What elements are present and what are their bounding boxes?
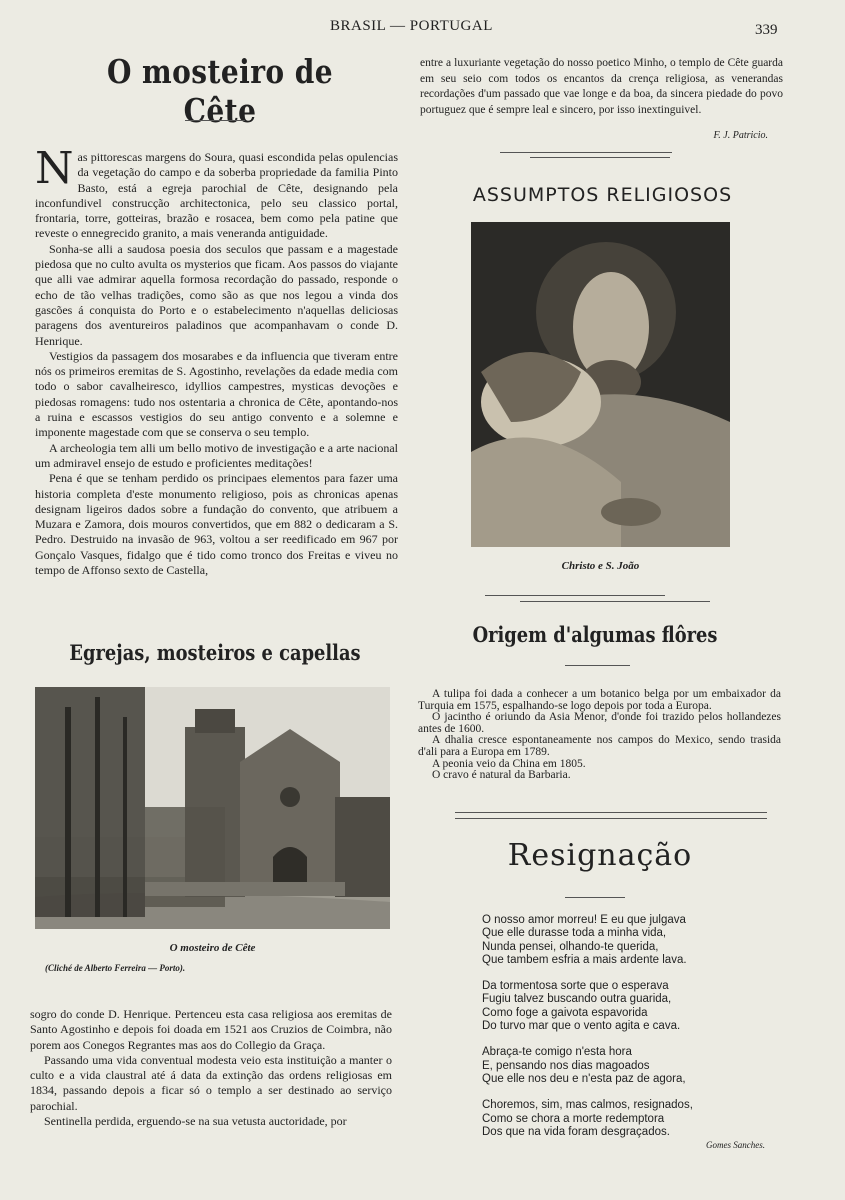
article-paragraph: sogro do conde D. Henrique. Pertenceu esta casa religiosa aos eremitas de Santo Agostinho e depois foi doada em 1521 aos Cruzios de Coimbra, não porem aos Conegos Regrantes mas aos do Collegio da Graça. [30, 1007, 392, 1052]
poem-line: Como foge a gaivota espavorida [482, 1006, 648, 1019]
poem-line: Do turvo mar que o vento agita e cava. [482, 1020, 681, 1033]
drop-cap: N [35, 143, 74, 194]
monastery-illustration [35, 687, 390, 929]
article-continuation: entre a luxuriante vegetação do nosso poetico Minho, o templo de Cête guarda em seu seio com todos os encantos da crença religiosa, as venerandas recordações d'um passado que vae longe e da boa, da sincera piedade do povo portuguez que é sempre leal e sincero, por isso inextinguivel. [420, 57, 783, 116]
flower-item: A peonia veio da China em 1805. [432, 757, 586, 770]
photo-caption: O mosteiro de Cête [169, 942, 256, 954]
poem-line: Que elle durasse toda a minha vida, [482, 927, 667, 940]
poem-line: E, pensando nos dias magoados [482, 1059, 650, 1072]
poem-stanza [482, 914, 772, 967]
title-rule [565, 665, 630, 666]
article-title: O mosteiro de Cête [106, 52, 334, 130]
poem-line: Que elle nos deu e n'esta paz de agora, [482, 1072, 686, 1085]
article-body-bottom [30, 1007, 392, 1129]
article-paragraph: Passando uma vida conventual modesta veio esta instituição a manter o culto e a vida claustral até á data da extinção das ordens religiosas em 1834, passando depois a ficar só o templo a ser destinado ao serviço parochial. [30, 1052, 392, 1113]
article-paragraph: Nas pittorescas margens do Soura, quasi escondida pelas opulencias da vegetação do campo e da soberba propriedade da familia Pinto Basto, está a egreja parochial de Cête, designando pela inconfundivel construcção architectonica, pelo seu classico portal, frontaria, torre, gotteiras, brazão e rosacea, bem como pela patine que reveste o ennegrecido granito, a mais veneranda antiguidade. [35, 143, 398, 241]
flower-item: A tulipa foi dada a conhecer a um botanico belga por um embaixador da Turquia em 1575, espalhando-se logo depois por toda a Europa. [418, 688, 781, 712]
painting-illustration [471, 222, 730, 547]
article-paragraph: Sentinella perdida, erguendo-se na sua vetusta auctoridade, por [44, 1114, 347, 1129]
painting-caption: Christo e S. João [561, 560, 640, 572]
running-header: BRASIL — PORTUGAL [330, 18, 493, 34]
poem-line: Fugiu talvez buscando outra guarida, [482, 993, 672, 1006]
poem-author: Gomes Sanches. [706, 1140, 765, 1150]
poem-body [482, 914, 772, 1152]
article-paragraph: Sonha-se alli a saudosa poesia dos seculos que passam e a magestade piedosa que no culto avulta os mysterios que ficam. Aos passos do viajante que alli vae admirar aquella formosa recordação do passado, responde o echo de tão velhas tradições, como são as que nos legou a vinda dos gascões á conquista do Porto e o estabelecimento n'aquellas deliciosas paragens dos aventureiros paladinos que acompanhavam o conde D. Henrique. [35, 241, 398, 348]
article-signature: F. J. Patricio. [713, 130, 768, 141]
poem-stanza [482, 980, 772, 1033]
article-paragraph: A archeologia tem alli um bello motivo de investigação e a arte nacional um admiravel ensejo de estudo e proficientes meditações! [35, 440, 398, 470]
article-paragraph: Pena é que se tenham perdido os principaes elementos para fazer uma historia completa d'este monumento religioso, pois as chronicas apenas designam ligeiros dados sobre a fundação do convento, que atribuem a Muzara e Zamora, dois mouros convertidos, que em 882 o dedicaram a S. Pedro. Destruido na invasão de 963, voltou a ser reedificado em 967 por Gonçalo Vasques, fidalgo que é tido como tronco dos Freitas e viveu no tempo de Affonso sexto de Castella, [35, 471, 398, 578]
poem-stanza [482, 1099, 772, 1139]
monastery-photo [35, 687, 390, 929]
christ-painting [471, 222, 730, 547]
article-body-top [35, 143, 398, 578]
section-heading: Egrejas, mosteiros e capellas [69, 640, 361, 665]
flower-item: O cravo é natural da Barbaria. [432, 769, 571, 782]
separator-rule [485, 595, 665, 596]
section-title: ASSUMPTOS RELIGIOSOS [472, 184, 733, 206]
flowers-list [418, 689, 781, 782]
page-number: 339 [755, 22, 778, 38]
poem-stanza [482, 1046, 772, 1086]
poem-line: Choremos, sim, mas calmos, resignados, [482, 1099, 693, 1112]
section-heading: Origem d'algumas flôres [472, 622, 718, 647]
separator-rule [455, 812, 767, 813]
poem-line: Dos que na vida foram desgraçados. [482, 1125, 670, 1138]
flower-item: O jacintho é oriundo da Asia Menor, d'onde foi trazido pelos hollandezes antes de 1600. [418, 711, 781, 735]
separator-rule [530, 157, 670, 158]
poem-line: Nunda pensei, olhando-te querida, [482, 940, 659, 953]
poem-line: Como se chora a morte redemptora [482, 1112, 665, 1125]
poem-line: Abraça-te comigo n'esta hora [482, 1046, 632, 1059]
title-rule [185, 120, 245, 121]
photo-credit: (Cliché de Alberto Ferreira — Porto). [45, 963, 186, 973]
title-rule [565, 897, 625, 898]
poem-line: O nosso amor morreu! E eu que julgava [482, 914, 686, 926]
poem-title: Resignação [507, 838, 693, 873]
flower-item: A dhalia cresce espontaneamente nos campos do Mexico, sendo trasida d'ali para a Europa em 1789. [418, 734, 781, 758]
article-paragraph: Vestigios da passagem dos mosarabes e da influencia que tiveram entre nós os primeiros eremitas de S. Agostinho, revelações da edade media com todo o sabor cavalheiresco, idyllios campestres, mysticas devoções e piedosas romagens: tudo nos ostentaria a chronica de Cête, apontando-nos a ruina e escassos vestigios do seu antigo convento e a solemne e imponente magestade com que se conserva o seu templo. [35, 348, 398, 440]
separator-rule [500, 152, 672, 153]
poem-line: Da tormentosa sorte que o esperava [482, 980, 669, 993]
separator-rule [455, 818, 767, 819]
separator-rule [520, 601, 710, 602]
poem-line: Que tambem esfria a mais ardente lava. [482, 953, 687, 966]
